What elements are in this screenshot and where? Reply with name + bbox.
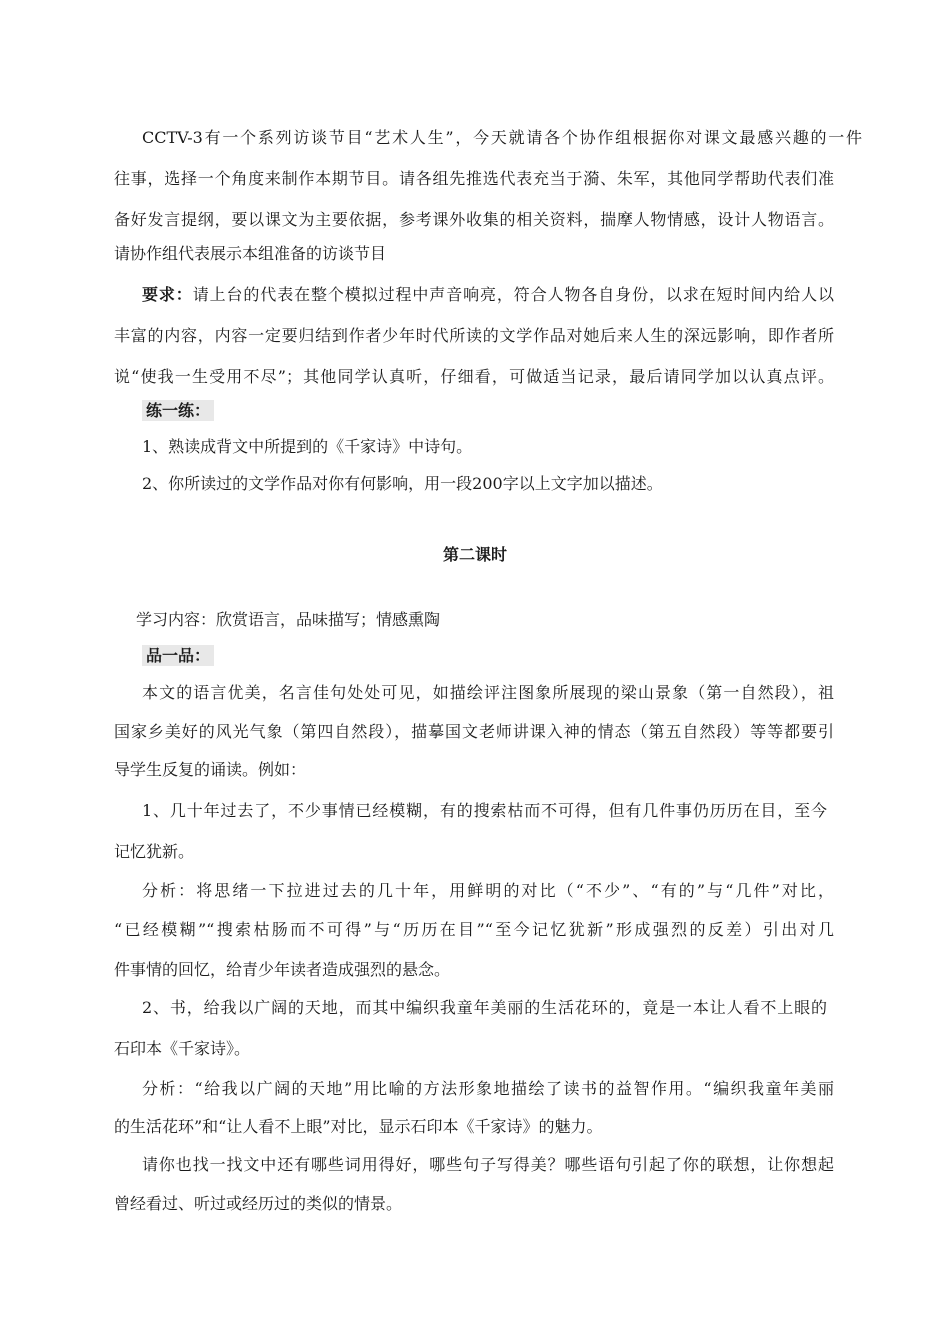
paragraph-line: 丰富的内容，内容一定要归结到作者少年时代所读的文学作品对她后来人生的深远影响，即作者所 (114, 326, 834, 345)
practice-item: 1、熟读成背文中所提到的《千家诗》中诗句。 (142, 437, 473, 456)
paragraph-line: 往事，选择一个角度来制作本期节目。请各组先推选代表充当于漪、朱军，其他同学帮助代表们准 (114, 169, 834, 188)
analysis-line: “已经模糊”“搜索枯肠而不可得”与“历历在目”“至今记忆犹新”形成强烈的反差）引出对几 (114, 920, 834, 939)
paragraph-line: CCTV-3有一个系列访谈节目“艺术人生”，今天就请各个协作组根据你对课文最感兴趣的一件 (142, 128, 862, 147)
analysis-line: 件事情的回忆，给青少年读者造成强烈的悬念。 (114, 960, 451, 979)
taste-label: 品一品： (142, 645, 214, 666)
closing-line: 曾经看过、听过或经历过的类似的情景。 (114, 1194, 403, 1213)
section-title: 第二课时 (442, 545, 507, 564)
paragraph-line: 备好发言提纲，要以课文为主要依据，参考课外收集的相关资料，揣摩人物情感，设计人物语言。 (114, 210, 834, 229)
paragraph-line: 请协作组代表展示本组准备的访谈节目 (114, 244, 387, 263)
requirement-line (142, 285, 834, 305)
content-line: 学习内容：欣赏语言，品味描写；情感熏陶 (136, 610, 441, 629)
example-line: 记忆犹新。 (114, 842, 195, 861)
example-line: 石印本《千家诗》。 (114, 1039, 251, 1058)
paragraph-line: 国家乡美好的风光气象（第四自然段），描摹国文老师讲课入神的情态（第五自然段）等等都要引 (114, 722, 834, 741)
paragraph-line: 说“使我一生受用不尽”；其他同学认真听，仔细看，可做适当记录，最后请同学加以认真点评。 (114, 367, 834, 386)
practice-label: 练一练： (142, 400, 214, 421)
analysis-line: 分析：“给我以广阔的天地”用比喻的方法形象地描绘了读书的益智作用。“编织我童年美丽 (142, 1079, 834, 1098)
analysis-line: 分析：将思绪一下拉进过去的几十年，用鲜明的对比（“不少”、“有的”与“几件”对比， (142, 881, 834, 900)
closing-line: 请你也找一找文中还有哪些词用得好，哪些句子写得美？哪些语句引起了你的联想，让你想起 (142, 1155, 834, 1174)
example-line: 2、书，给我以广阔的天地，而其中编织我童年美丽的生活花环的，竟是一本让人看不上眼的 (142, 998, 827, 1017)
requirement-text: 请上台的代表在整个模拟过程中声音响亮，符合人物各自身份，以求在短时间内给人以 (192, 285, 834, 304)
paragraph-line: 本文的语言优美，名言佳句处处可见，如描绘评注图象所展现的梁山景象（第一自然段），祖 (142, 683, 834, 702)
practice-item: 2、你所读过的文学作品对你有何影响，用一段200字以上文字加以描述。 (142, 474, 663, 493)
analysis-line: 的生活花环”和“让人看不上眼”对比，显示石印本《千家诗》的魅力。 (114, 1117, 603, 1136)
example-line: 1、几十年过去了，不少事情已经模糊，有的搜索枯而不可得，但有几件事仍历历在目，至今 (142, 801, 827, 820)
practice-heading (142, 401, 862, 421)
paragraph-line: 导学生反复的诵读。例如： (114, 760, 307, 779)
requirement-label: 要求： (142, 285, 193, 304)
taste-heading (142, 646, 862, 666)
